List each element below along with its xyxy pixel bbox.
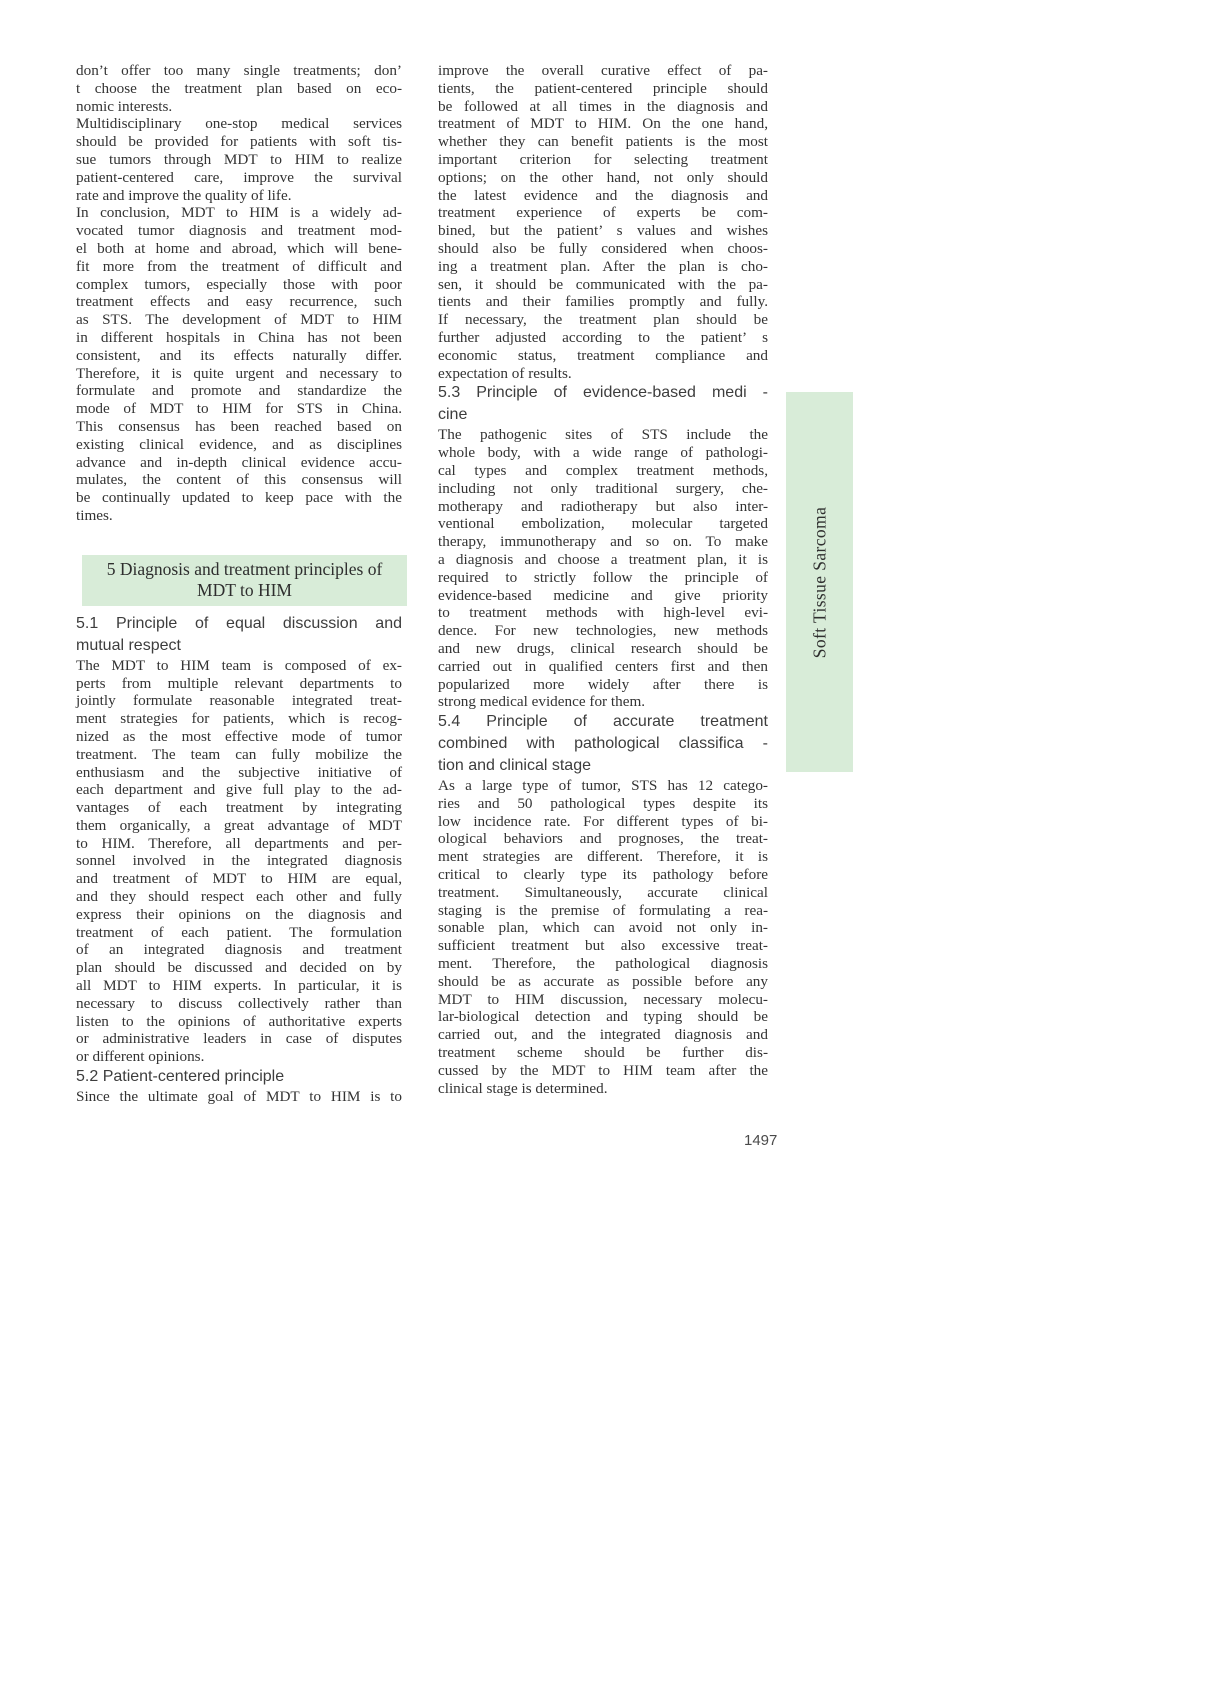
text-line: sonable plan, which can avoid not only in- [438,919,768,937]
text-line: 5.2 Patient-centered principle [76,1068,285,1086]
text-line: strong medical evidence for them. [438,693,646,711]
text-line: evidence-based medicine and give priority [438,586,768,604]
text-line: As a large type of tumor, STS has 12 catego- [438,777,768,795]
text-line: 5.1 Principle of equal discussion and [76,614,402,632]
text-line: motherapy and radiotherapy but also inter- [438,497,768,515]
paragraph-conclusion [76,204,402,524]
text-line: ment. Therefore, the pathological diagnosis [438,955,768,973]
text-line: be followed at all times in the diagnosis and [438,97,768,115]
text-line: If necessary, the treatment plan should be [438,311,768,329]
text-line: therapy, immunotherapy and so on. To make [438,533,768,551]
text-line: bined, but the patient’ s values and wishes [438,222,768,240]
text-line: express their opinions on the diagnosis and [76,905,402,923]
text-line: don’t offer too many single treatments; don’ [76,62,402,79]
text-line: patient-centered care, improve the survival [76,168,402,186]
text-line: vantages of each treatment by integrating [76,799,402,817]
text-line: ological behaviors and prognoses, the treat- [438,830,768,848]
subsection-heading-5-3 [438,382,768,426]
text-line: treatment experience of experts be com- [438,204,768,222]
text-line: tients, the patient-centered principle should [438,79,768,97]
text-line: be continually updated to keep pace with the [76,489,402,507]
text-line: staging is the premise of formulating a rea- [438,901,768,919]
text-line: dence. For new technologies, new methods [438,622,768,640]
text-line: jointly formulate reasonable integrated treat- [76,692,402,710]
text-line: carried out in qualified centers first and then [438,657,768,675]
text-line: In conclusion, MDT to HIM is a widely ad- [76,204,402,222]
text-line: in different hospitals in China has not been [76,328,402,346]
text-line: and treatment of MDT to HIM are equal, [76,870,402,888]
paragraph-5-1-body [76,657,402,1066]
paragraph-5-2-body-continued [438,62,768,382]
chapter-thumb-tab [786,392,853,772]
text-line: necessary to discuss collectively rather than [76,994,402,1012]
text-line: mode of MDT to HIM for STS in China. [76,400,402,418]
text-line: enthusiasm and the subjective initiative of [76,763,402,781]
text-line: plan should be discussed and decided on by [76,959,402,977]
text-line: t choose the treatment plan based on eco- [76,79,402,97]
subsection-heading-5-2 [76,1066,402,1088]
text-line: MDT to HIM discussion, necessary molecu- [438,990,768,1008]
text-line: nomic interests. [76,97,173,115]
chapter-tab-label: Soft Tissue Sarcoma [809,506,830,658]
text-line: Since the ultimate goal of MDT to HIM is to [76,1088,402,1106]
text-line: tients and their families promptly and fully. [438,293,768,311]
text-line: improve the overall curative effect of pa- [438,62,768,79]
text-line: The MDT to HIM team is composed of ex- [76,656,402,674]
text-line: el both at home and abroad, which will bene- [76,239,402,257]
paragraph-5-4-body [438,777,768,1097]
text-line: times. [76,506,113,524]
text-line: fit more from the treatment of difficult and [76,257,402,275]
text-line: 5 Diagnosis and treatment principles of [106,558,383,579]
text-line: mulates, the content of this consensus will [76,471,402,489]
text-line: or different opinions. [76,1048,205,1066]
text-line: ries and 50 pathological types despite its [438,794,768,812]
text-line: nized as the most effective mode of tumor [76,727,402,745]
text-line: to treatment methods with high-level evi- [438,604,768,622]
text-line: important criterion for selecting treatment [438,150,768,168]
text-line: ment strategies for patients, which is recog- [76,710,402,728]
text-line: them organically, a great advantage of MDT [76,816,402,834]
text-line: each department and give full play to the ad- [76,781,402,799]
text-line: sufficient treatment but also excessive treat- [438,937,768,955]
right-column [438,62,768,1097]
text-line: economic status, treatment compliance and [438,346,768,364]
text-line: treatment of each patient. The formulation [76,923,402,941]
text-line: whether they can benefit patients is the most [438,133,768,151]
paragraph-multidisciplinary [76,115,402,204]
text-line: formulate and promote and standardize the [76,382,402,400]
text-line: This consensus has been reached based on [76,417,402,435]
text-line: sonnel involved in the integrated diagnosis [76,852,402,870]
text-line: to HIM. Therefore, all departments and per- [76,834,402,852]
text-line: and new drugs, clinical research should be [438,639,768,657]
text-line: clinical stage is determined. [438,1079,608,1097]
text-line: existing clinical evidence, and as disciplines [76,435,402,453]
text-line: listen to the opinions of authoritative experts [76,1012,402,1030]
text-line: complex tumors, especially those with poor [76,275,402,293]
text-line: ment strategies are different. Therefore, it is [438,848,768,866]
text-line: including not only traditional surgery, che- [438,479,768,497]
text-line: treatment. The team can fully mobilize the [76,745,402,763]
paragraph-5-2-body [76,1088,402,1106]
text-line: sue tumors through MDT to HIM to realize [76,150,402,168]
text-line: carried out, and the integrated diagnosis and [438,1026,768,1044]
text-line: consistent, and its effects naturally differ. [76,346,402,364]
text-line: of an integrated diagnosis and treatment [76,941,402,959]
text-line: low incidence rate. For different types of bi- [438,812,768,830]
text-line: treatment. Simultaneously, accurate clinical [438,883,768,901]
text-line: advance and in-depth clinical evidence accu- [76,453,402,471]
text-line: Therefore, it is quite urgent and necessary to [76,364,402,382]
text-line: 5.3 Principle of evidence-based medi - [438,384,768,402]
text-line: cal types and complex treatment methods, [438,461,768,479]
text-line: treatment scheme should be further dis- [438,1044,768,1062]
text-line: cussed by the MDT to HIM team after the [438,1061,768,1079]
paragraph-continuation [76,62,402,115]
text-line: should be as accurate as possible before any [438,972,768,990]
text-line: should be provided for patients with soft tis- [76,133,402,151]
text-line: popularized more widely after there is [438,675,768,693]
text-line: treatment effects and easy recurrence, such [76,293,402,311]
text-line: whole body, with a wide range of pathologi- [438,444,768,462]
text-line: options; on the other hand, not only should [438,168,768,186]
text-line: expectation of results. [438,364,572,382]
text-line: ventional embolization, molecular targeted [438,515,768,533]
subsection-heading-5-4 [438,711,768,777]
text-line: all MDT to HIM experts. In particular, it is [76,977,402,995]
text-line: vocated tumor diagnosis and treatment mod- [76,222,402,240]
text-line: perts from multiple relevant departments to [76,674,402,692]
text-line: mutual respect [76,636,181,654]
section-header-5 [82,555,407,606]
text-line: treatment of MDT to HIM. On the one hand, [438,115,768,133]
text-line: and they should respect each other and fully [76,888,402,906]
text-line: the latest evidence and the diagnosis and [438,186,768,204]
text-line: required to strictly follow the principle of [438,568,768,586]
text-line: critical to clearly type its pathology before [438,866,768,884]
text-line: combined with pathological classifica - [438,735,768,753]
page-number: 1497 [744,1132,778,1149]
text-line: as STS. The development of MDT to HIM [76,311,402,329]
text-line: tion and clinical stage [438,757,591,775]
paragraph-5-3-body [438,426,768,711]
text-line: sen, it should be communicated with the pa- [438,275,768,293]
text-line: The pathogenic sites of STS include the [438,426,768,444]
text-line: rate and improve the quality of life. [76,186,292,204]
left-column [76,62,402,1106]
text-line: cine [438,406,468,424]
text-line: should also be fully considered when choos- [438,239,768,257]
text-line: ing a treatment plan. After the plan is cho- [438,257,768,275]
text-line: MDT to HIM [197,579,292,600]
text-line: 5.4 Principle of accurate treatment [438,713,768,731]
text-line: or administrative leaders in case of disputes [76,1030,402,1048]
text-line: Multidisciplinary one-stop medical services [76,115,402,133]
text-line: lar-biological detection and typing should be [438,1008,768,1026]
text-line: further adjusted according to the patient’ s [438,328,768,346]
subsection-heading-5-1 [76,613,402,657]
text-line: a diagnosis and choose a treatment plan, it is [438,550,768,568]
